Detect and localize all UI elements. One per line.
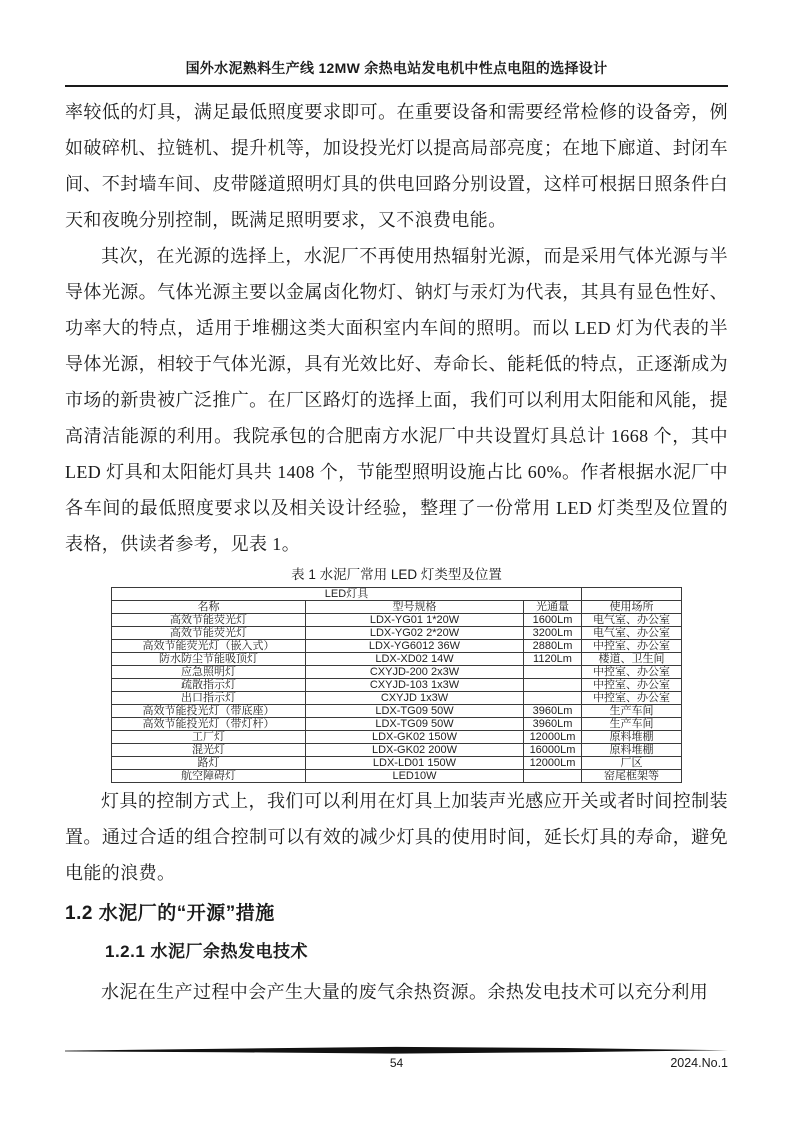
page-footer (65, 1056, 728, 1074)
table-cell: 航空障碍灯 (111, 770, 305, 783)
table-cell: 12000Lm (523, 731, 581, 744)
table-cell: 高效节能投光灯（带灯杆） (111, 718, 305, 731)
table-cell: 路灯 (111, 757, 305, 770)
table-cell: LDX-LD01 150W (305, 757, 523, 770)
table-header-row (111, 601, 681, 614)
table-caption: 表 1 水泥厂常用 LED 灯类型及位置 (291, 567, 502, 582)
paragraph-waste-heat: 水泥在生产过程中会产生大量的废气余热资源。余热发电技术可以充分利用 (101, 982, 709, 1002)
running-header (65, 58, 728, 87)
led-table-body (111, 588, 681, 783)
paragraph-light-sources: 其次，在光源的选择上，水泥厂不再使用热辐射光源，而是采用气体光源与半导体光源。气体光源主要以金属卤化物灯、钠灯与汞灯为代表，其具有显色性好、功率大的特点，适用于堆棚这类大面积室内车间的照明。而以 LED 灯为代表的半导体光源，相较于气体光源，具有光效比好、寿命长、能耗低的特点，正逐渐成为市场的新贵被广泛推广。在厂区路灯的选择上面，我们可以利用太阳能和风能，提高清洁能源的利用。我院承包的合肥南方水泥厂中共设置灯具总计 1668 个，其中 LED 灯具和太阳能灯具共 1408 个，节能型照明设施占比 60%。作者根据水泥厂中各车间的最低照度要求以及相关设计经验，整理了一份常用 LED 灯类型及位置的表格，供读者参考，见表 1。 (65, 246, 728, 554)
paragraph-control-methods: 灯具的控制方式上，我们可以利用在灯具上加装声光感应开关或者时间控制装置。通过合适的组合控制可以有效的减少灯具的使用时间，延长灯具的寿命，避免电能的浪费。 (65, 791, 728, 883)
table-group-header-row (111, 588, 681, 601)
table-cell: 原料堆棚 (582, 744, 682, 757)
table-cell: 16000Lm (523, 744, 581, 757)
table-cell: CXYJD-200 2x3W (305, 666, 523, 679)
table-cell: 中控室、办公室 (582, 679, 682, 692)
table-cell: LDX-GK02 200W (305, 744, 523, 757)
table-cell: 楼道、卫生间 (582, 653, 682, 666)
table-row (111, 705, 681, 718)
table-row (111, 614, 681, 627)
table-cell: LDX-YG01 1*20W (305, 614, 523, 627)
table-row (111, 679, 681, 692)
column-header-name: 名称 (111, 601, 305, 614)
table-cell: LDX-TG09 50W (305, 718, 523, 731)
table-row (111, 757, 681, 770)
table-cell: 原料堆棚 (582, 731, 682, 744)
table-group-header: LED灯具 (111, 588, 581, 601)
table-cell: 中控室、办公室 (582, 666, 682, 679)
table-row (111, 770, 681, 783)
table-cell: LDX-XD02 14W (305, 653, 523, 666)
table-cell: 生产车间 (582, 718, 682, 731)
table-cell: 窑尾框架等 (582, 770, 682, 783)
led-table (111, 587, 682, 783)
table-cell: CXYJD-103 1x3W (305, 679, 523, 692)
table-row (111, 627, 681, 640)
table-cell (523, 770, 581, 783)
page-number: 54 (389, 1056, 404, 1070)
table-cell: LED10W (305, 770, 523, 783)
table-row (111, 666, 681, 679)
table-cell: 1600Lm (523, 614, 581, 627)
table-cell: 高效节能投光灯（带底座） (111, 705, 305, 718)
table-cell: 3960Lm (523, 718, 581, 731)
table-row (111, 640, 681, 653)
column-header-location: 使用场所 (582, 601, 682, 614)
table-cell: 电气室、办公室 (582, 627, 682, 640)
table-cell (523, 692, 581, 705)
table-row (111, 718, 681, 731)
table-cell: 高效节能荧光灯 (111, 614, 305, 627)
page-body (65, 94, 728, 1010)
table-cell: 1120Lm (523, 653, 581, 666)
table-cell: 中控室、办公室 (582, 692, 682, 705)
table-row (111, 653, 681, 666)
column-header-model: 型号规格 (305, 601, 523, 614)
section-heading-1-2-1: 1.2.1 水泥厂余热发电技术 (105, 942, 309, 961)
table-cell: 应急照明灯 (111, 666, 305, 679)
table-cell: 混光灯 (111, 744, 305, 757)
table-row (111, 692, 681, 705)
table-cell: CXYJD 1x3W (305, 692, 523, 705)
table-cell: 生产车间 (582, 705, 682, 718)
table-cell: 高效节能荧光灯（嵌入式） (111, 640, 305, 653)
column-header-flux: 光通量 (523, 601, 581, 614)
table-cell: 3960Lm (523, 705, 581, 718)
section-heading-1-2: 1.2 水泥厂的“开源”措施 (65, 903, 275, 924)
footer-rule (65, 1046, 728, 1055)
table-cell: 12000Lm (523, 757, 581, 770)
table-cell: LDX-TG09 50W (305, 705, 523, 718)
table-cell: 电气室、办公室 (582, 614, 682, 627)
table-cell (523, 679, 581, 692)
issue-label: 2024.No.1 (670, 1056, 728, 1070)
table-group-header-empty (582, 588, 682, 601)
table-cell: 高效节能荧光灯 (111, 627, 305, 640)
table-cell: LDX-YG02 2*20W (305, 627, 523, 640)
table-row (111, 731, 681, 744)
table-cell: 3200Lm (523, 627, 581, 640)
header-title: 国外水泥熟料生产线 12MW 余热电站发电机中性点电阻的选择设计 (185, 60, 608, 76)
table-cell: LDX-YG6012 36W (305, 640, 523, 653)
table-cell: LDX-GK02 150W (305, 731, 523, 744)
table-cell: 中控室、办公室 (582, 640, 682, 653)
table-cell: 疏散指示灯 (111, 679, 305, 692)
table-cell: 2880Lm (523, 640, 581, 653)
paragraph-continuation: 率较低的灯具，满足最低照度要求即可。在重要设备和需要经常检修的设备旁，例如破碎机、拉链机、提升机等，加设投光灯以提高局部亮度；在地下廊道、封闭车间、不封墙车间、皮带隧道照明灯具的供电回路分别设置，这样可根据日照条件白天和夜晚分别控制，既满足照明要求，又不浪费电能。 (65, 102, 728, 230)
table-row (111, 744, 681, 757)
table-cell: 工厂灯 (111, 731, 305, 744)
table-cell: 防水防尘节能吸顶灯 (111, 653, 305, 666)
table-cell: 厂区 (582, 757, 682, 770)
table-cell: 出口指示灯 (111, 692, 305, 705)
table-cell (523, 666, 581, 679)
